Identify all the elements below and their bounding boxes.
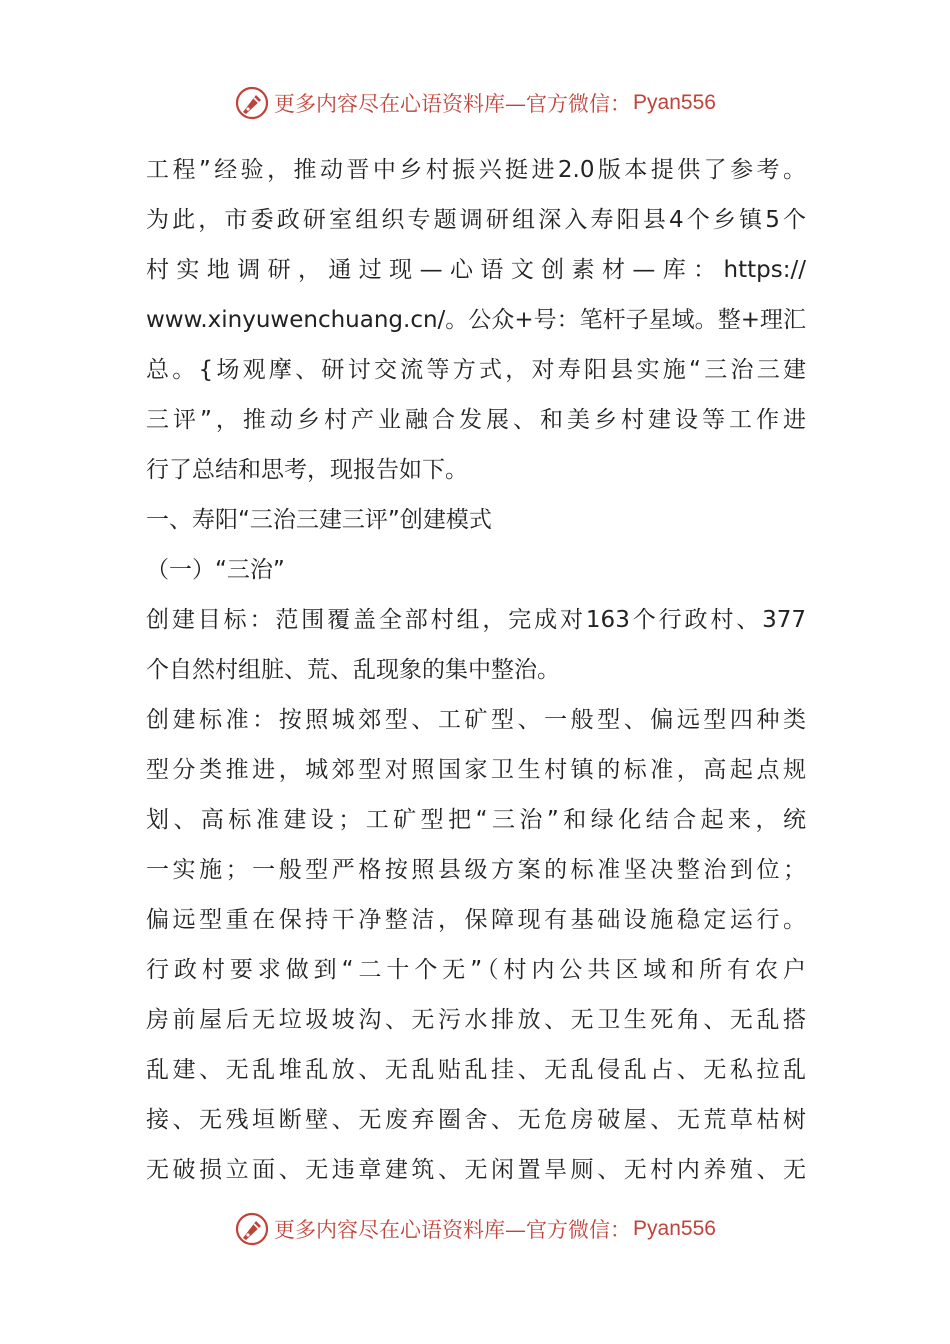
- text-line: 村实地调研，通过现—心语文创素材—库：https://: [146, 257, 806, 283]
- wechat-id: Pyan556: [633, 1217, 716, 1240]
- text-line: 型分类推进，城郊型对照国家卫生村镇的标准，高起点规: [146, 757, 806, 783]
- text-line: 创建目标：范围覆盖全部村组，完成对163个行政村、377: [146, 607, 806, 633]
- pen-nib-logo-icon: [234, 85, 270, 121]
- header-banner: [0, 83, 950, 123]
- text-line: 工程”经验，推动晋中乡村振兴挺进2.0版本提供了参考。: [146, 157, 806, 183]
- text-line: 无破损立面、无违章建筑、无闲置旱厕、无村内养殖、无: [146, 1157, 806, 1183]
- document-body: [146, 145, 806, 1195]
- text-line: 三评”，推动乡村产业融合发展、和美乡村建设等工作进: [146, 407, 806, 433]
- text-line: 为此，市委政研室组织专题调研组深入寿阳县4个乡镇5个: [146, 207, 806, 233]
- text-line: 总。{场观摩、研讨交流等方式，对寿阳县实施“三治三建: [146, 357, 806, 383]
- text-line: 乱建、无乱堆乱放、无乱贴乱挂、无乱侵乱占、无私拉乱: [146, 1057, 806, 1083]
- text-line: 划、高标准建设；工矿型把“三治”和绿化结合起来，统: [146, 807, 806, 833]
- banner-text: 更多内容尽在心语资料库—官方微信：: [274, 1218, 632, 1242]
- text-line: 行了总结和思考，现报告如下。: [146, 457, 468, 483]
- wechat-id: Pyan556: [633, 91, 716, 114]
- text-line: 行政村要求做到“二十个无”（村内公共区域和所有农户: [146, 957, 806, 983]
- banner-text: 更多内容尽在心语资料库—官方微信：: [274, 92, 632, 116]
- text-line: 个自然村组脏、荒、乱现象的集中整治。: [146, 657, 560, 683]
- text-line: 房前屋后无垃圾坡沟、无污水排放、无卫生死角、无乱搭: [146, 1007, 806, 1033]
- text-line: 偏远型重在保持干净整洁，保障现有基础设施稳定运行。: [146, 907, 806, 933]
- text-line: www.xinyuwenchuang.cn/。公众+号：笔杆子星域。整+理汇: [146, 307, 806, 333]
- text-line: 一实施；一般型严格按照县级方案的标准坚决整治到位；: [146, 857, 806, 883]
- text-line: 创建标准：按照城郊型、工矿型、一般型、偏远型四种类: [146, 707, 806, 733]
- footer-banner: [0, 1209, 950, 1249]
- subsection-heading: （一）“三治”: [146, 557, 285, 583]
- pen-nib-logo-icon: [234, 1211, 270, 1247]
- text-line: 接、无残垣断壁、无废弃圈舍、无危房破屋、无荒草枯树: [146, 1107, 806, 1133]
- section-heading: 一、寿阳“三治三建三评”创建模式: [146, 507, 492, 533]
